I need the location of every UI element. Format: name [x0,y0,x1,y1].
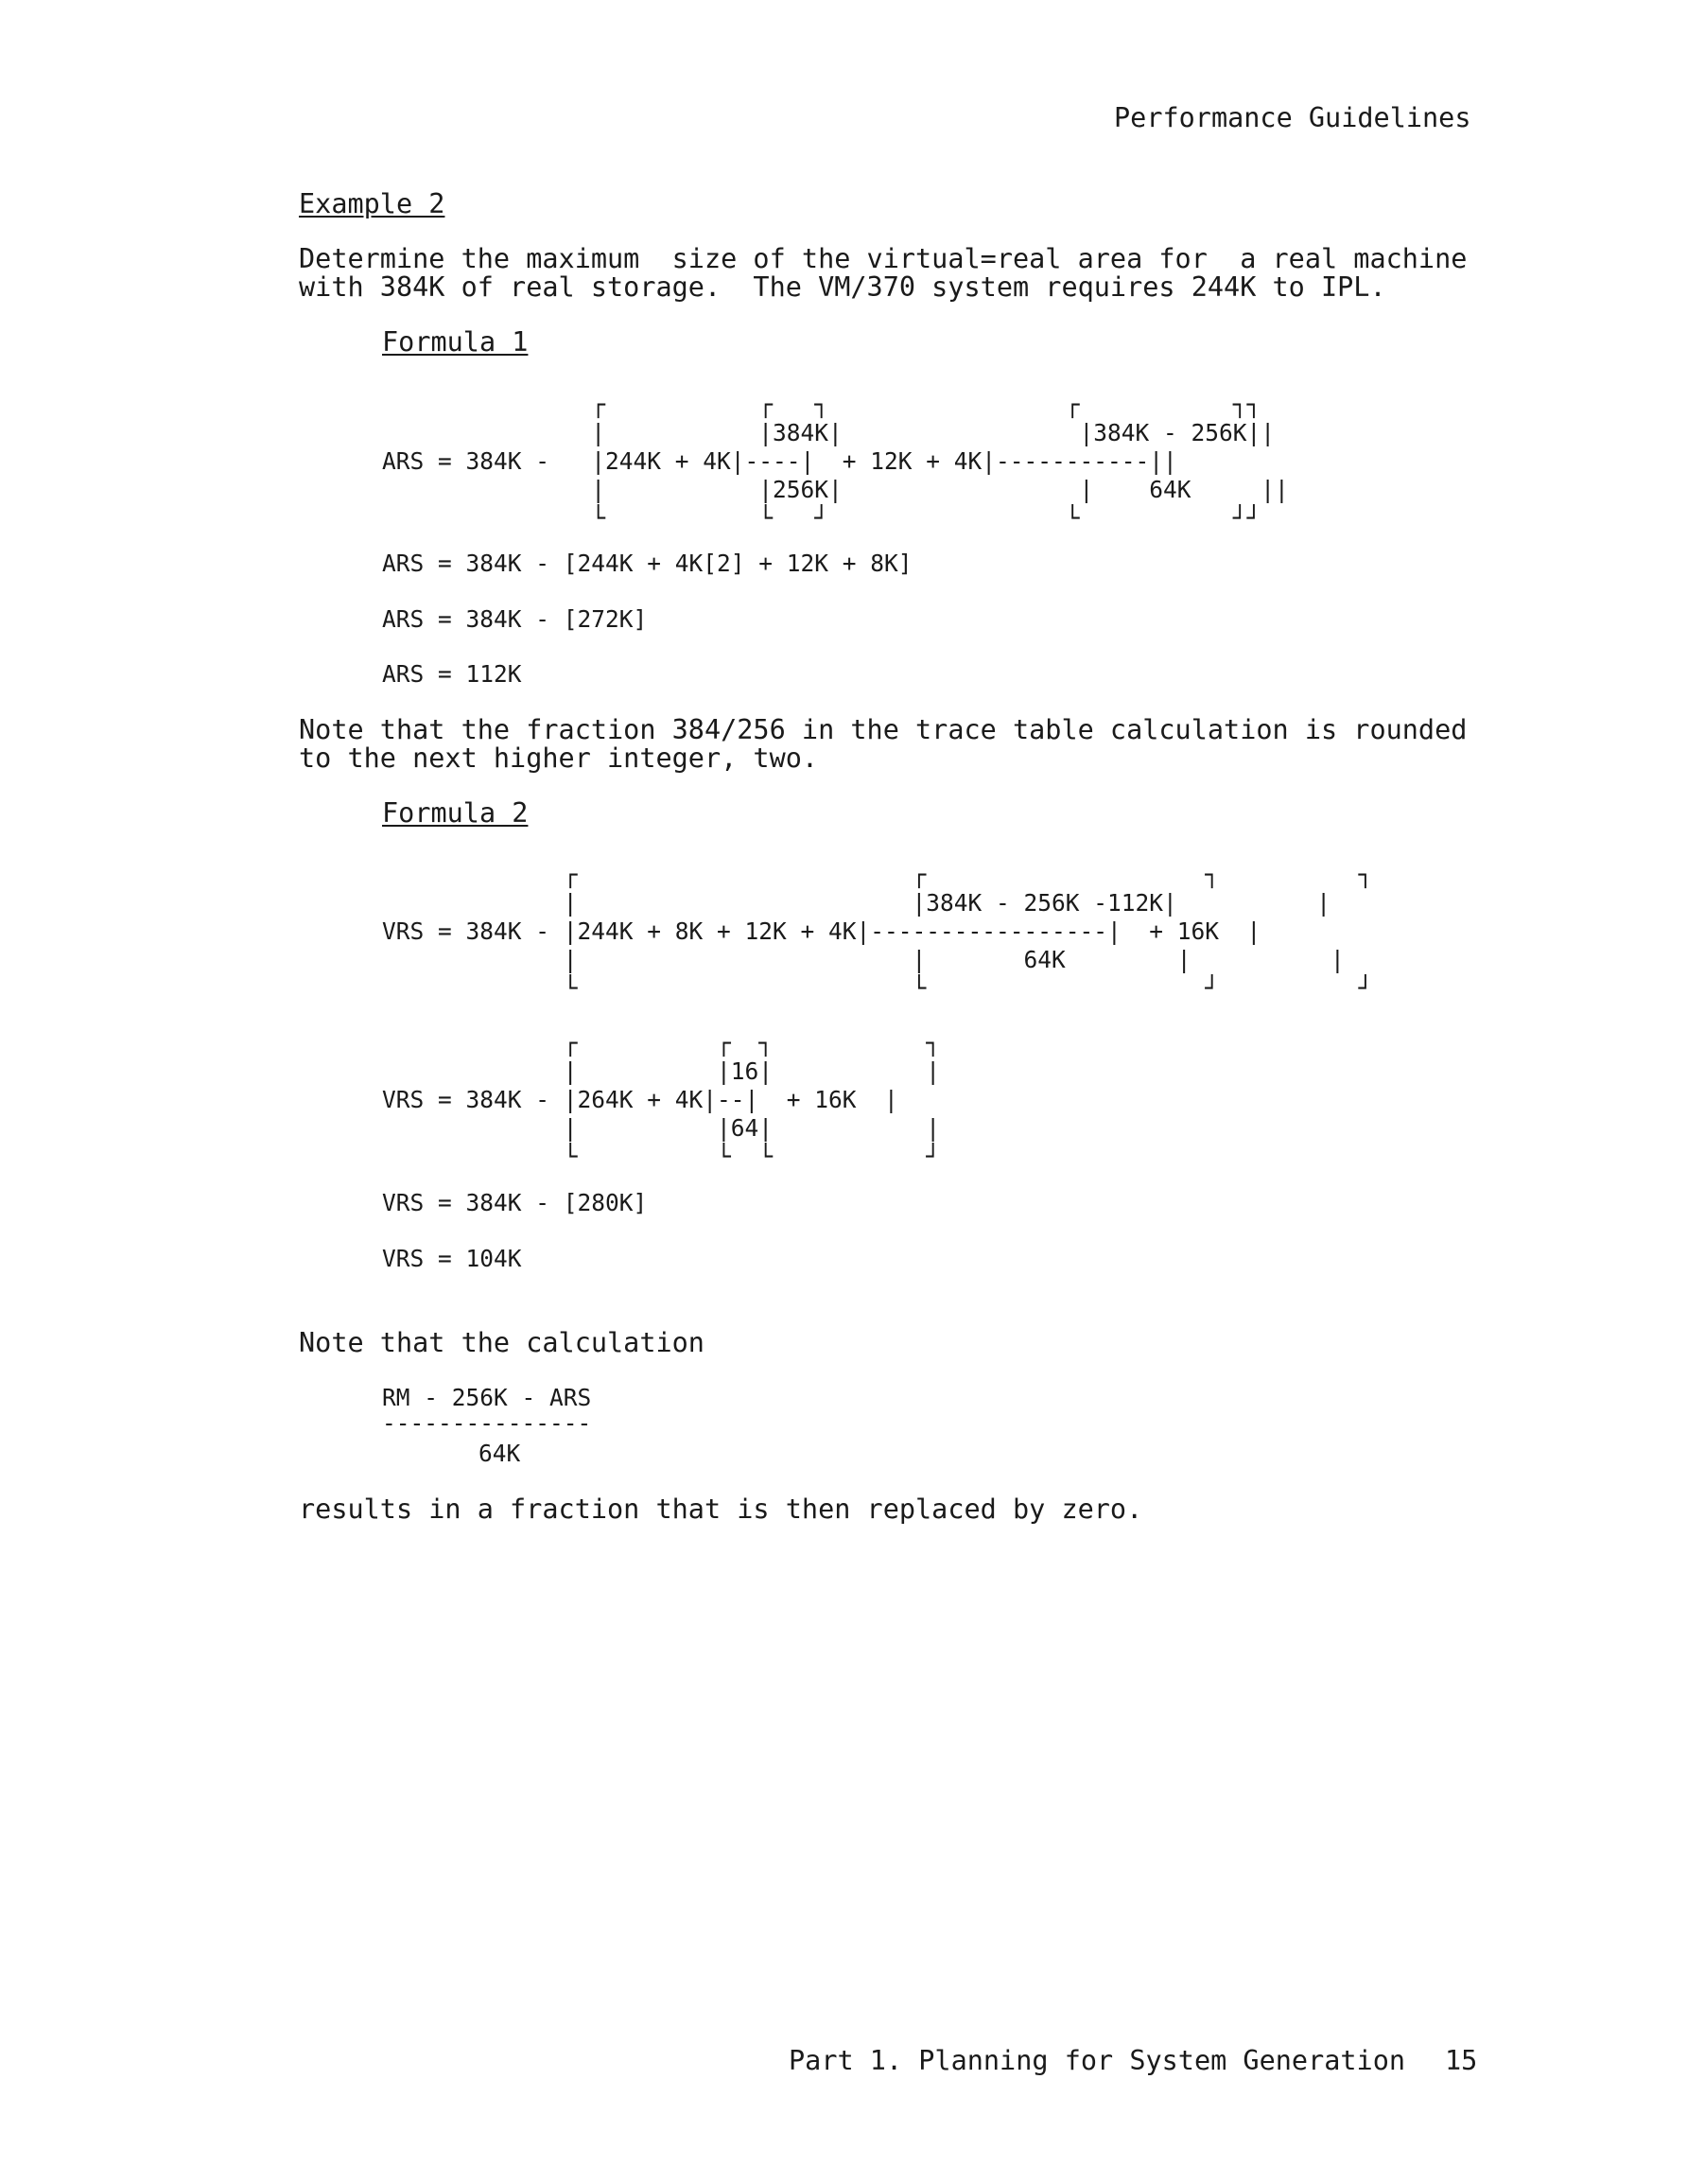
formula2-result: VRS = 104K [382,1245,522,1272]
calc-denominator: 64K [478,1440,521,1467]
formula2-label: Formula 2 [382,797,529,829]
trace-table-note: Note that the fraction 384/256 in the trace table calculation is rounded to the next higher integer, two. [299,714,1468,774]
calculation-note: Note that the calculation [299,1327,704,1358]
formula1-block: ┌ ┌ ┐ ┌ ┐┐ | |384K| |384K - 256K|| ARS = 384K - |244K + 4K|----| + 12K + 4K|-----------|| | |256K| | 64K || └ └ ┘ └ ┘┘ [382,391,1289,532]
formula2-step1: VRS = 384K - [280K] [382,1189,648,1216]
formula1-step2: ARS = 384K - [272K] [382,605,648,633]
formula1-step1: ARS = 384K - [244K + 4K[2] + 12K + 8K] [382,550,913,577]
calc-numerator: RM - 256K - ARS [382,1384,592,1411]
formula2-block2: ┌ ┌ ┐ ┐ | |16| | VRS = 384K - |264K + 4K|--| + 16K | | |64| | └ └ └ ┘ [382,1029,941,1170]
footer-part-title: Part 1. Planning for System Generation [789,2045,1406,2076]
calc-rule: --------------- [382,1409,592,1437]
running-header: Performance Guidelines [1114,102,1471,133]
page-number: 15 [1445,2045,1478,2076]
conclusion: results in a fraction that is then replaced by zero. [299,1494,1143,1525]
formula2-block1: ┌ ┌ ┐ ┐ | |384K - 256K -112K| | VRS = 384K - |244K + 8K + 12K + 4K|-----------------| + 16K | | | 64K | | └ └ ┘ ┘ [382,861,1373,1002]
example-heading: Example 2 [299,188,445,219]
example-intro: Determine the maximum size of the virtual=real area for a real machine with 384K of real storage. The VM/370 system requires 244K to IPL. [299,243,1468,303]
formula1-result: ARS = 112K [382,660,522,688]
formula1-label: Formula 1 [382,326,529,358]
